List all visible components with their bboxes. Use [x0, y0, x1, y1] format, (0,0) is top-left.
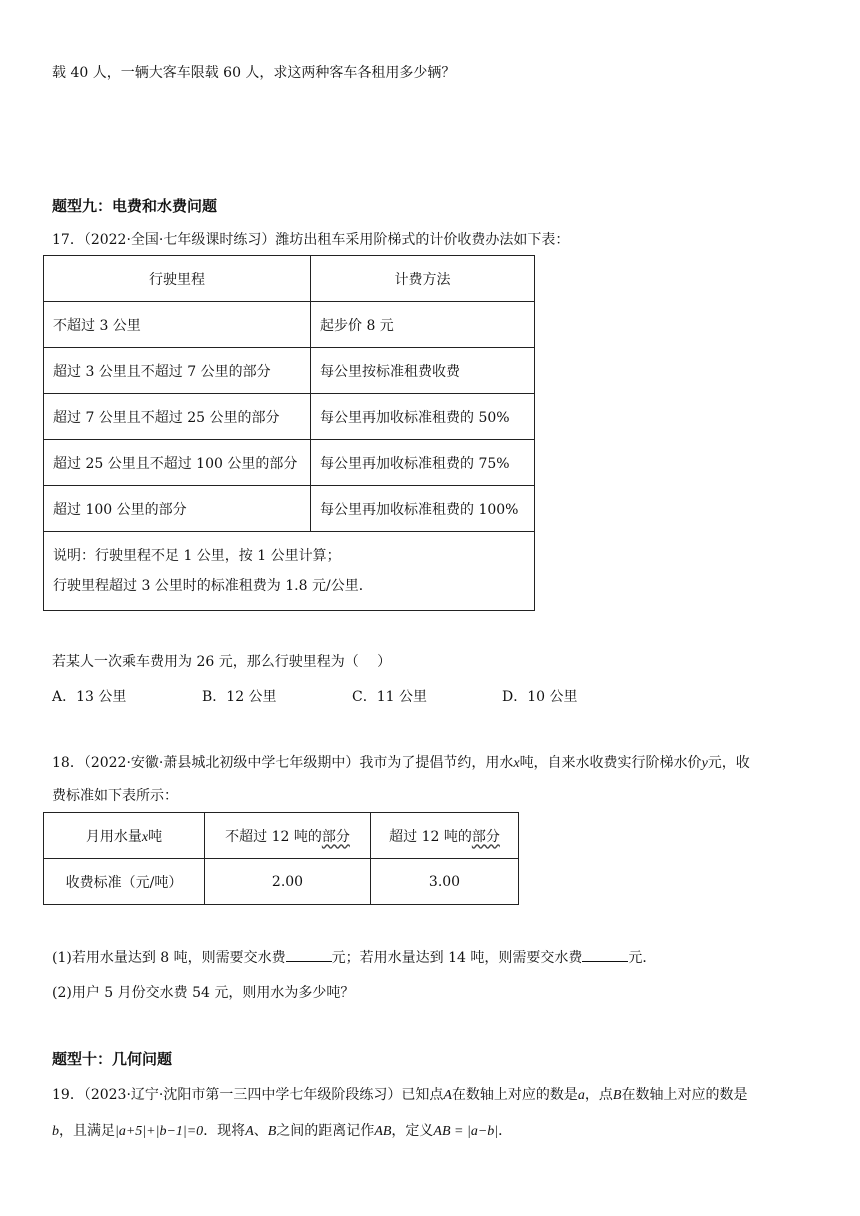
header-emphasis: 部分 [471, 828, 500, 845]
point-a-label: A [443, 1088, 452, 1103]
section-9-title: 题型九：电费和水费问题 [52, 197, 218, 215]
header-text: 吨 [148, 828, 163, 845]
table-cell: 超过 25 公里且不超过 100 公里的部分 [44, 440, 311, 486]
table-cell: 3.00 [371, 859, 519, 905]
header-text: 不超过 12 吨的 [225, 828, 322, 845]
q19-text: 在数轴上对应的数是 [621, 1087, 748, 1103]
q17-question: 若某人一次乘车费用为 26 元，那么行驶里程为（ ） [52, 654, 392, 670]
table-cell: 每公里再加收标准租费的 50% [311, 394, 535, 440]
option-a: A．13 公里 [52, 689, 127, 705]
point-b-label: B [612, 1088, 622, 1103]
table-cell: 2.00 [205, 859, 371, 905]
q19-line-1 [52, 1084, 747, 1104]
table-cell: 每公里再加收标准租费的 75% [311, 440, 535, 486]
table-cell: 不超过 3 公里 [44, 302, 311, 348]
header-text: 月用水量 [85, 828, 142, 845]
table-note-line-1: 说明：行驶里程不足 1 公里，按 1 公里计算； [53, 548, 341, 564]
table-cell: 超过 100 公里的部分 [44, 486, 311, 532]
distance-definition: AB = |a−b| [433, 1124, 499, 1139]
answer-blank [582, 947, 628, 962]
var-b: b [52, 1124, 59, 1139]
table-header-usage [44, 813, 205, 859]
section-10-title: 题型十：几何问题 [52, 1050, 173, 1068]
q18-sub-text: (1)若用水量达到 8 吨，则需要交水费 [52, 950, 286, 966]
point-b-label: B [267, 1124, 277, 1139]
table-cell: 超过 7 公里且不超过 25 公里的部分 [44, 394, 311, 440]
table-row [44, 302, 535, 348]
q19-text: ． [498, 1123, 513, 1139]
q19-text: ．现将 [203, 1123, 246, 1139]
table-note [44, 532, 535, 611]
table-row [44, 859, 519, 905]
q18-stem-text: 18．（2022·安徽·萧县城北初级中学七年级期中）我市为了提倡节约，用水 [52, 755, 514, 771]
table-cell: 每公里按标准租费收费 [311, 348, 535, 394]
q19-text: 在数轴上对应的数是 [451, 1087, 578, 1103]
table-row [44, 486, 535, 532]
q19-text: ，点 [584, 1087, 613, 1103]
water-fee-table [43, 812, 519, 905]
q17-stem: 17．（2022·全国·七年级课时练习）潍坊出租车采用阶梯式的计价收费办法如下表： [52, 232, 570, 248]
var-y: y [701, 756, 708, 771]
point-a-label: A [245, 1124, 254, 1139]
intro-tail: 载 40 人，一辆大客车限载 60 人，求这两种客车各租用多少辆？ [52, 65, 456, 81]
table-row [44, 348, 535, 394]
var-x: x [513, 756, 520, 771]
table-cell: 收费标准（元/吨） [44, 859, 205, 905]
var-a: a [577, 1088, 585, 1103]
q18-sub-2: (2)用户 5 月份交水费 54 元，则用水为多少吨？ [52, 985, 355, 1001]
answer-blank [286, 947, 332, 962]
q18-stem-line-1 [52, 752, 750, 772]
option-d: D．10 公里 [502, 689, 578, 705]
var-x: x [141, 829, 149, 845]
taxi-fare-table [43, 255, 535, 611]
option-b: B．12 公里 [202, 689, 277, 705]
q19-text: 之间的距离记作 [276, 1123, 375, 1139]
equation: |a+5|+|b−1|=0 [115, 1124, 204, 1139]
q18-stem-text: 吨，自来水收费实行阶梯水价 [519, 755, 702, 771]
q18-sub-1 [52, 947, 656, 967]
header-emphasis: 部分 [321, 828, 350, 845]
q18-stem-line-2: 费标准如下表所示： [52, 788, 178, 804]
table-header-tier1 [205, 813, 371, 859]
q19-text: ，定义 [391, 1123, 434, 1139]
q19-text: ，且满足 [59, 1123, 115, 1139]
table-cell: 超过 3 公里且不超过 7 公里的部分 [44, 348, 311, 394]
q19-line-2: b，且满足|a+5|+|b−1|=0．现将A、B之间的距离记作AB，定义AB = |a−b|． [52, 1123, 513, 1139]
table-cell: 每公里再加收标准租费的 100% [311, 486, 535, 532]
option-c: C．11 公里 [352, 689, 427, 705]
table-header-distance: 行驶里程 [44, 256, 311, 302]
table-header-billing: 计费方法 [311, 256, 535, 302]
q19-text: 19．（2023·辽宁·沈阳市第一三四中学七年级阶段练习）已知点 [52, 1087, 444, 1103]
q18-stem-text: 元，收 [707, 755, 750, 771]
table-cell: 起步价 8 元 [311, 302, 535, 348]
table-note-line-2: 行驶里程超过 3 公里时的标准租费为 1.8 元/公里． [53, 578, 373, 594]
table-row [44, 394, 535, 440]
table-row [44, 440, 535, 486]
q18-sub-text: 元． [628, 950, 657, 966]
table-header-tier2 [371, 813, 519, 859]
q18-sub-text: 元；若用水量达到 14 吨，则需要交水费 [331, 950, 583, 966]
q17-options [52, 686, 578, 706]
header-text: 超过 12 吨的 [389, 828, 472, 845]
segment-ab: AB [374, 1124, 392, 1139]
